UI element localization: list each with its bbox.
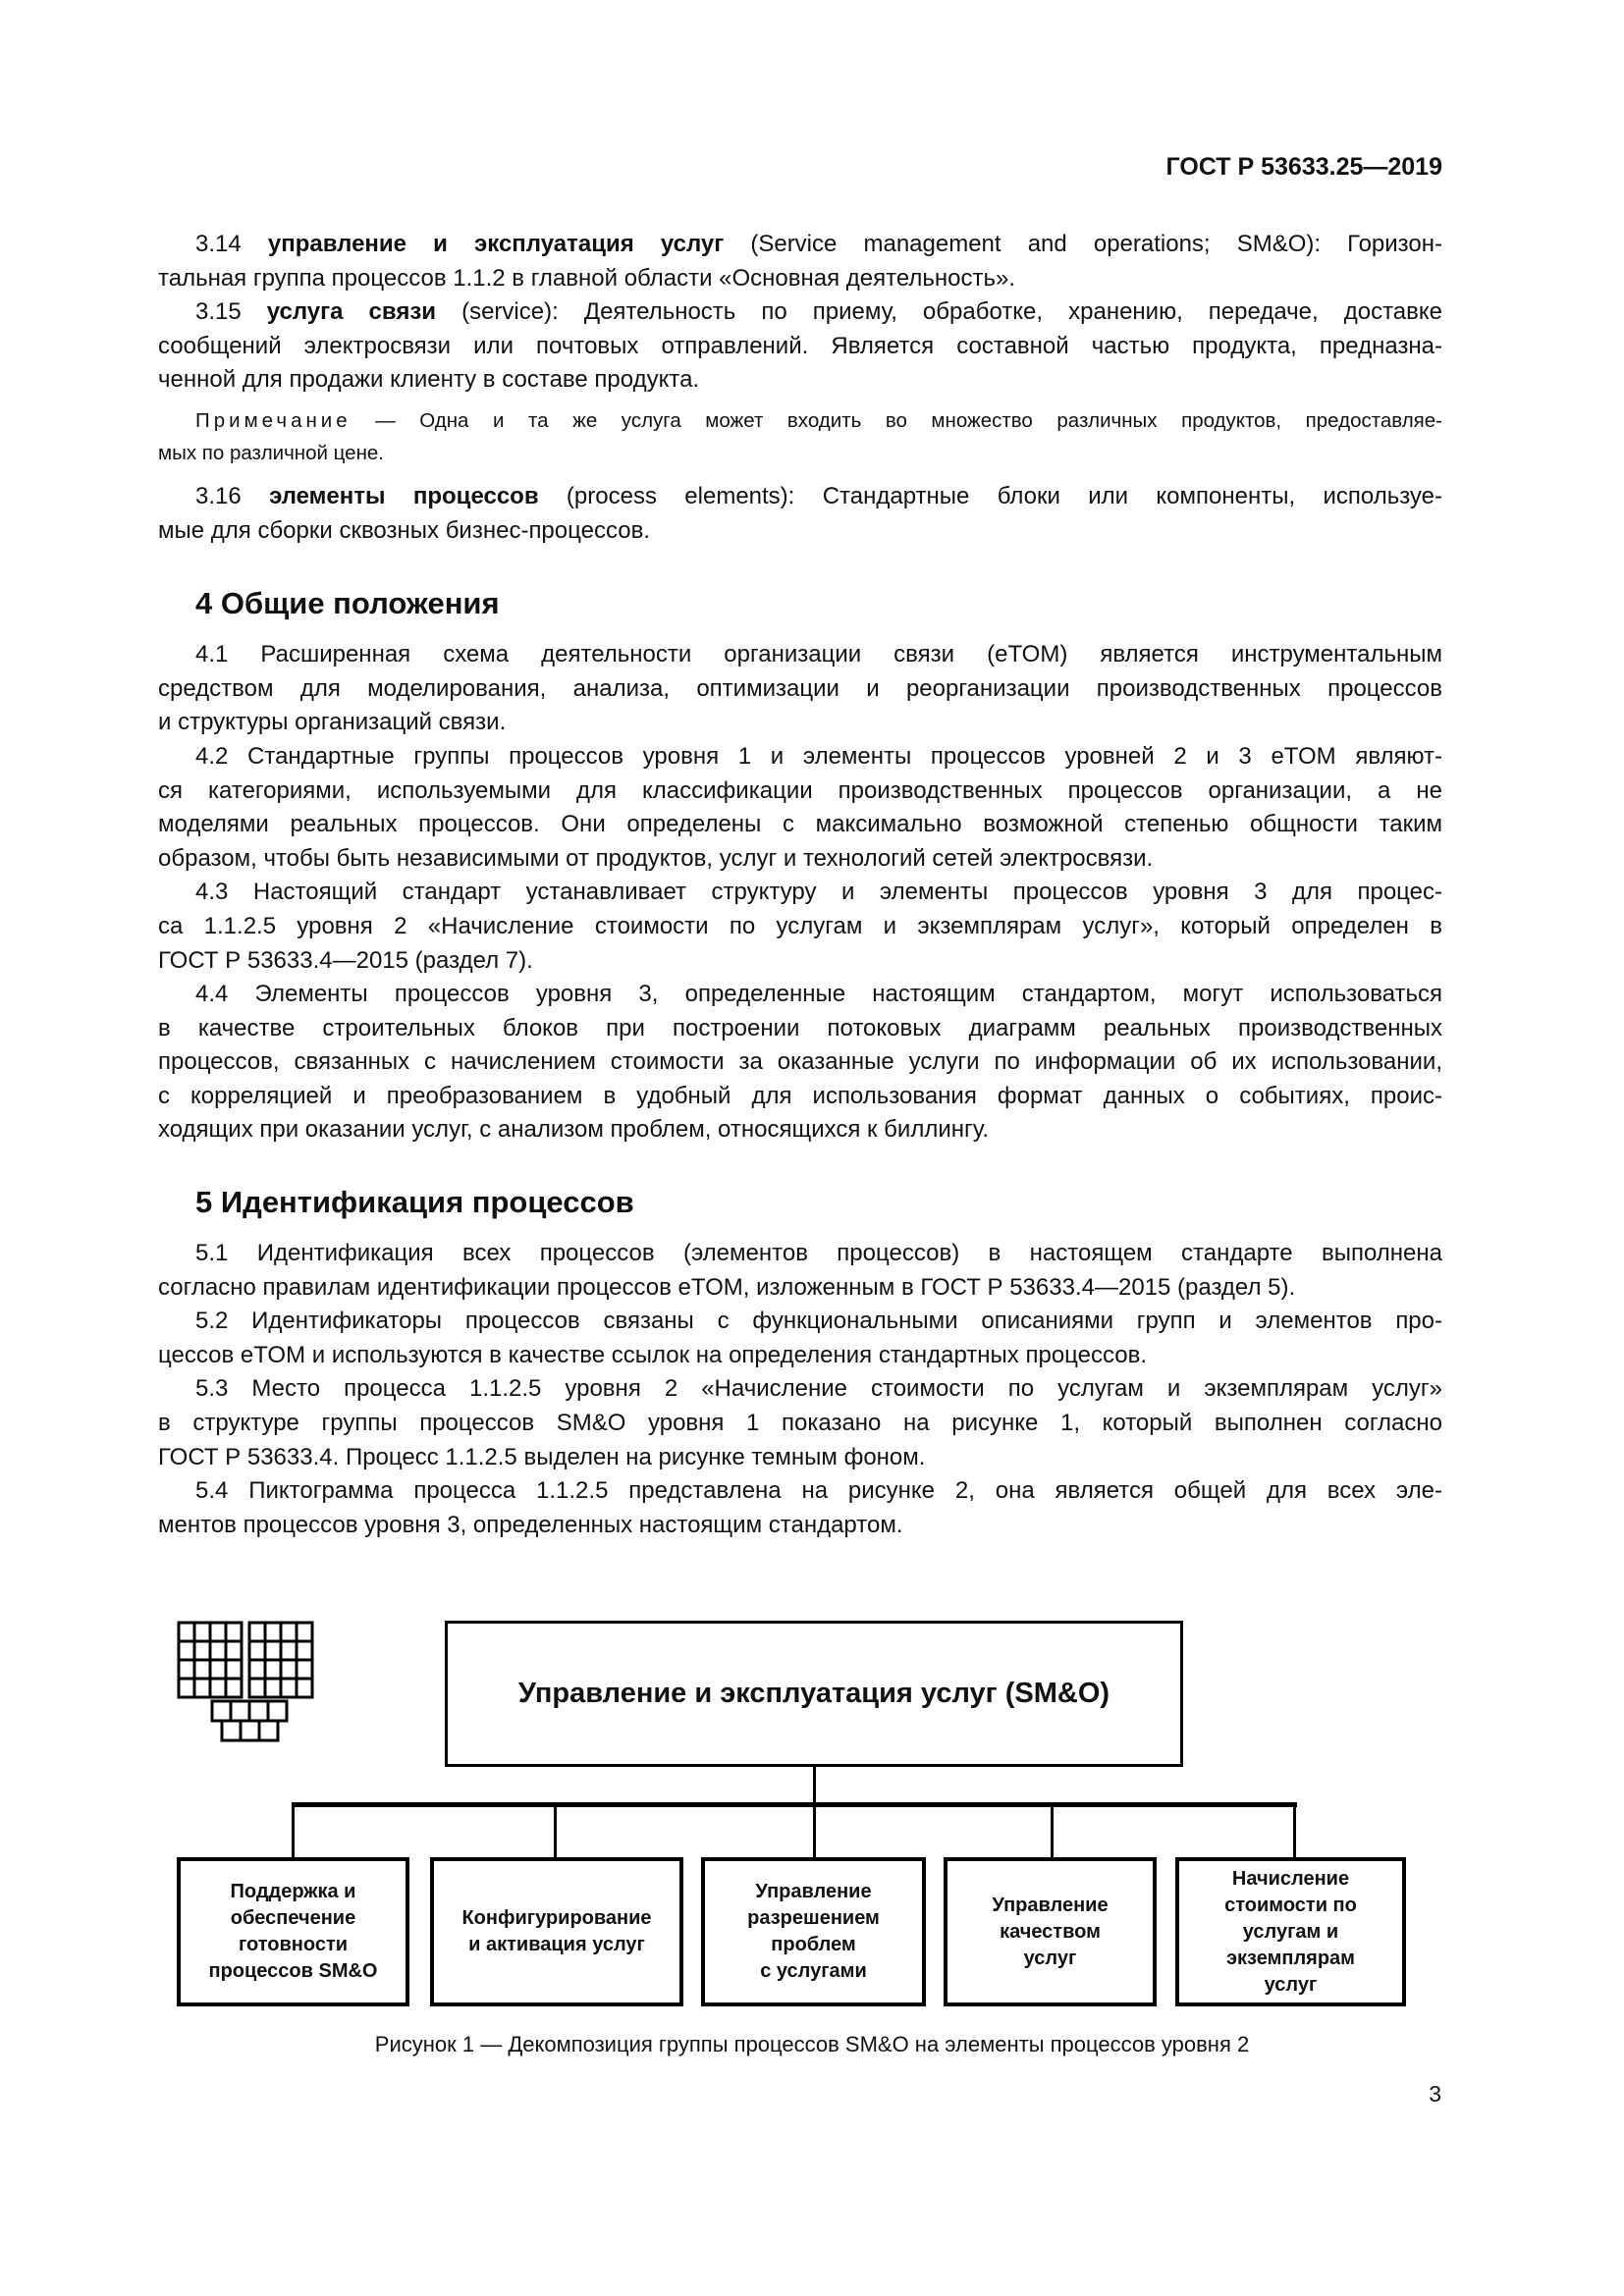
paragraph-line — [158, 404, 1442, 437]
process-element-label-line: стоимости по — [1224, 1894, 1357, 1916]
section-4-heading: 4 Общие положения — [195, 586, 500, 621]
paragraph-text: 5.1 Идентификация всех процессов (элементов процессов) в настоящем стандарте выполнена — [195, 1240, 1442, 1267]
paragraph-line — [158, 978, 1442, 1012]
paragraph-text: 5.3 Место процесса 1.1.2.5 уровня 2 «Начисление стоимости по услугам и экземплярам услуг» — [195, 1375, 1442, 1403]
paragraph-line: ГОСТ Р 53633.4. Процесс 1.1.2.5 выделен на рисунке темным фоном. — [158, 1443, 926, 1470]
paragraph-text: (service): Деятельность по приему, обработке, хранению, передаче, доставке — [436, 298, 1443, 326]
connector-bus — [292, 1802, 1297, 1807]
process-element-label-line: экземплярам — [1226, 1947, 1355, 1969]
definition-3-15 — [158, 295, 1442, 398]
process-element-label-line: услугам и — [1242, 1920, 1339, 1943]
document-body — [158, 228, 1442, 1542]
paragraph-line: согласно правилам идентификации процессов eTOM, изложенным в ГОСТ Р 53633.4—2015 (раздел 5). — [158, 1273, 1296, 1301]
process-element-label-line: с услугами — [760, 1960, 867, 1982]
para-4-2 — [158, 740, 1442, 876]
paragraph-line: ходящих при оказании услуг, с анализом проблем, относящихся к биллингу. — [158, 1116, 990, 1144]
paragraph-line: в структуре группы процессов SM&O уровня 1 показано на рисунке 1, который выполнен согласно — [158, 1410, 1442, 1437]
paragraph-line — [158, 1372, 1442, 1407]
process-element-box — [1175, 1857, 1406, 2006]
paragraph-line: в качестве строительных блоков при построении потоковых диаграмм реальных производственных — [158, 1014, 1442, 1041]
paragraph-line — [158, 638, 1442, 672]
paragraph-line: ГОСТ Р 53633.4—2015 (раздел 7). — [158, 946, 533, 974]
paragraph-line: с корреляцией и преобразованием в удобный для использования формат данных о событиях, проис- — [158, 1082, 1442, 1109]
paragraph-line: мых по различной цене. — [158, 441, 385, 464]
paragraph-line — [158, 480, 1442, 514]
para-4-4 — [158, 978, 1442, 1148]
para-5-1 — [158, 1237, 1442, 1305]
paragraph-line: и структуры организаций связи. — [158, 709, 507, 736]
connector-drop — [1293, 1804, 1296, 1859]
definition-3-14 — [158, 228, 1442, 295]
paragraph-line: са 1.1.2.5 уровня 2 «Начисление стоимости по услугам и экземплярам услуг», который определен в — [158, 912, 1442, 939]
paragraph-line: сообщений электросвязи или почтовых отправлений. Является составной частью продукта, предназна- — [158, 332, 1442, 359]
document-id-header: ГОСТ Р 53633.25—2019 — [1165, 153, 1442, 181]
paragraph-text: 4.2 Стандартные группы процессов уровня 1 и элементы процессов уровней 2 и 3 eTOM являют- — [195, 742, 1442, 770]
defined-term: услуга связи — [266, 298, 437, 326]
process-element-label — [461, 1905, 651, 1958]
clause-number: 3.16 — [195, 482, 270, 509]
process-element-label — [1224, 1866, 1357, 1999]
para-4-1 — [158, 638, 1442, 740]
process-element-label-line: проблем — [771, 1934, 856, 1955]
paragraph-text: — Одна и та же услуга может входить во множество различных продуктов, предоставляе- — [351, 408, 1442, 432]
process-element-label-line: Конфигурирование — [461, 1907, 652, 1929]
paragraph-line: тальная группа процессов 1.1.2 в главной области «Основная деятельность». — [158, 264, 1016, 292]
connector-drop — [292, 1804, 295, 1859]
page-number: 3 — [1429, 2081, 1441, 2107]
section-5-heading: 5 Идентификация процессов — [195, 1185, 634, 1220]
connector-drop — [554, 1804, 557, 1859]
process-element-label — [992, 1893, 1108, 1972]
paragraph-line: средством для моделирования, анализа, оптимизации и реорганизации производственных процессов — [158, 674, 1442, 702]
process-element-label-line: услуг — [1264, 1973, 1318, 1996]
process-element-label-line: процессов SM&O — [208, 1960, 378, 1982]
smo-group-box — [445, 1621, 1183, 1767]
paragraph-line: процессов, связанных с начислением стоимости за оказанные услуги по информации об их использовании, — [158, 1048, 1442, 1076]
process-element-label-line: и активация услуг — [468, 1934, 645, 1955]
paragraph-text: 5.2 Идентификаторы процессов связаны с функциональными описаниями групп и элементов про- — [195, 1308, 1442, 1335]
process-element-label-line: Поддержка и — [230, 1881, 356, 1902]
para-5-3 — [158, 1372, 1442, 1474]
smo-group-title: Управление и эксплуатация услуг (SM&O) — [517, 1678, 1110, 1709]
paragraph-text: (Service management and operations; SM&O): Горизон- — [724, 231, 1442, 257]
connector-line — [813, 1767, 816, 1806]
process-element-box — [701, 1857, 926, 2006]
note-3-15 — [158, 404, 1442, 469]
clause-number: 3.15 — [195, 298, 267, 326]
paragraph-line: мые для сборки сквозных бизнес-процессов. — [158, 516, 650, 544]
paragraph-line — [158, 876, 1442, 910]
paragraph-line — [158, 295, 1442, 330]
para-4-3 — [158, 876, 1442, 978]
process-grid-icon — [177, 1621, 319, 1744]
paragraph-line: ченной для продажи клиенту в составе продукта. — [158, 366, 700, 394]
process-element-label-line: Управление — [755, 1881, 872, 1902]
paragraph-line — [158, 1305, 1442, 1339]
paragraph-line: образом, чтобы быть независимыми от продуктов, услуг и технологий сетей электросвязи. — [158, 844, 1154, 872]
paragraph-text: 4.1 Расширенная схема деятельности организации связи (eTOM) является инструментальным — [195, 641, 1442, 668]
paragraph-line: ментов процессов уровня 3, определенных настоящим стандартом. — [158, 1511, 903, 1538]
process-element-label-line: обеспечение — [230, 1907, 356, 1929]
paragraph-line — [158, 228, 1442, 262]
defined-term: управление и эксплуатация услуг — [267, 231, 725, 257]
para-5-2 — [158, 1305, 1442, 1372]
paragraph-line — [158, 740, 1442, 774]
process-element-label-line: разрешением — [747, 1907, 880, 1929]
process-element-label — [747, 1879, 880, 1985]
paragraph-line — [158, 1474, 1442, 1509]
process-element-label-line: готовности — [238, 1934, 349, 1955]
paragraph-line: моделями реальных процессов. Они определены с максимально возможной степенью общности таким — [158, 811, 1442, 838]
figure-caption: Рисунок 1 — Декомпозиция группы процессов SM&O на элементы процессов уровня 2 — [374, 2032, 1250, 2056]
paragraph-line: ся категориями, используемыми для классификации производственных процессов организации, а не — [158, 776, 1442, 804]
paragraph-line — [158, 1237, 1442, 1271]
clause-number: 3.14 — [195, 231, 268, 257]
process-element-label-line: услуг — [1023, 1947, 1077, 1969]
paragraph-text: 4.4 Элементы процессов уровня 3, определенные настоящим стандартом, могут использоваться — [195, 981, 1442, 1008]
connector-drop — [1051, 1804, 1054, 1859]
para-5-4 — [158, 1474, 1442, 1542]
paragraph-line: цессов eTOM и используются в качестве ссылок на определения стандартных процессов. — [158, 1341, 1148, 1368]
paragraph-text: (process elements): Стандартные блоки или компоненты, используе- — [538, 482, 1443, 509]
process-element-label — [209, 1879, 378, 1985]
paragraph-text: 4.3 Настоящий стандарт устанавливает структуру и элементы процессов уровня 3 для процес- — [195, 879, 1442, 906]
connector-drop — [813, 1804, 816, 1859]
process-element-label-line: Начисление — [1231, 1867, 1350, 1890]
definition-3-16 — [158, 480, 1442, 548]
paragraph-text: 5.4 Пиктограмма процесса 1.1.2.5 представлена на рисунке 2, она является общей для всех эле- — [195, 1477, 1442, 1505]
process-element-box — [944, 1857, 1157, 2006]
defined-term: элементы процессов — [269, 482, 539, 509]
process-element-box — [430, 1857, 683, 2006]
process-element-label-line: качеством — [1000, 1920, 1101, 1943]
process-element-box — [177, 1857, 409, 2006]
note-label: Примечание — [195, 408, 352, 432]
process-element-label-line: Управление — [992, 1894, 1109, 1916]
